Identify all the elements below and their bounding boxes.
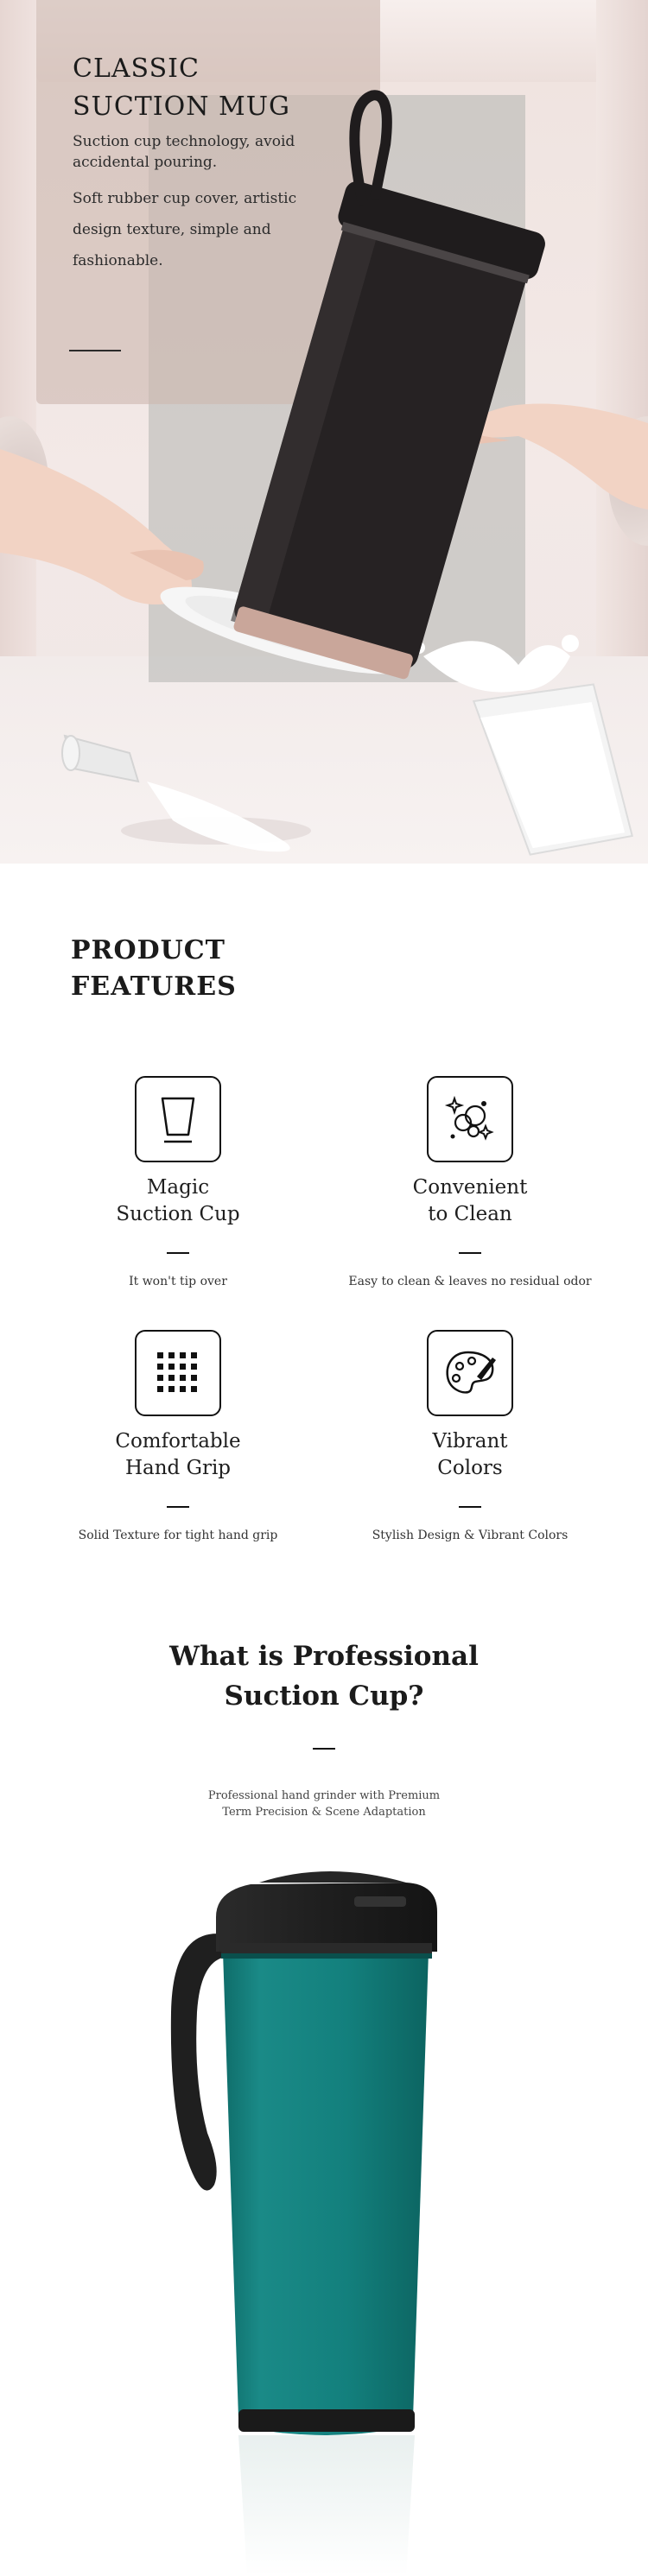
dot-grid-icon [135, 1330, 221, 1416]
feature-magic-suction-cup [40, 1076, 316, 1288]
feature-name-line1: Magic [146, 1176, 210, 1199]
spilled-glass [62, 736, 311, 851]
mug-body [223, 1952, 429, 2435]
feature-name-line1: Convenient [412, 1176, 528, 1199]
hero-desc-1: Suction cup technology, avoid accidental pouring. [73, 133, 295, 171]
feature-name-line1: Vibrant [432, 1430, 508, 1453]
what-is-desc-line1: Professional hand grinder with Premium [207, 1789, 441, 1802]
mug-reflection [238, 2435, 415, 2576]
feature-comfortable-hand-grip [40, 1330, 316, 1542]
feature-name-line2: to Clean [428, 1203, 512, 1225]
hero-title [73, 50, 358, 126]
feature-name [332, 1428, 608, 1482]
feature-divider [459, 1506, 481, 1508]
feature-desc: It won't tip over [129, 1275, 227, 1288]
feature-name [40, 1174, 316, 1228]
features-title-line1: PRODUCT [71, 935, 226, 965]
features-title [71, 933, 237, 1005]
feature-divider [459, 1252, 481, 1254]
what-is-desc-line2: Term Precision & Scene Adaptation [222, 1806, 426, 1819]
hero-title-line1: CLASSIC [73, 54, 200, 84]
feature-divider [167, 1252, 189, 1254]
what-is-divider [313, 1748, 335, 1750]
what-is-title [0, 1636, 648, 1716]
sparkle-clean-icon [427, 1076, 513, 1162]
cup-icon [135, 1076, 221, 1162]
feature-name [40, 1428, 316, 1482]
teal-mug-image [0, 1857, 648, 2576]
what-is-title-line2: Suction Cup? [224, 1680, 424, 1712]
feature-name-line1: Comfortable [115, 1430, 241, 1453]
hero-banner [0, 0, 648, 864]
what-is-desc [0, 1788, 648, 1820]
what-is-title-line1: What is Professional [169, 1641, 479, 1672]
mug-handle [171, 1934, 226, 2191]
feature-vibrant-colors [332, 1330, 608, 1542]
features-title-line2: FEATURES [71, 972, 237, 1002]
hero-title-line2: SUCTION MUG [73, 92, 290, 122]
left-hand [0, 449, 204, 604]
feature-desc: Stylish Design & Vibrant Colors [372, 1529, 569, 1542]
mug-lid [216, 1883, 437, 1952]
feature-desc: Easy to clean & leaves no residual odor [348, 1275, 592, 1288]
hero-divider [69, 350, 121, 351]
feature-name-line2: Colors [437, 1457, 503, 1479]
feature-desc: Solid Texture for tight hand grip [78, 1529, 278, 1542]
black-mug [211, 92, 572, 684]
feature-name-line2: Hand Grip [124, 1457, 232, 1479]
feature-name [332, 1174, 608, 1228]
feature-divider [167, 1506, 189, 1508]
palette-icon [427, 1330, 513, 1416]
hero-illustration [0, 0, 648, 864]
milk-glass [413, 635, 632, 859]
hero-desc-2: Soft rubber cup cover, artistic design texture, simple and fashionable. [73, 190, 297, 269]
feature-convenient-to-clean [332, 1076, 608, 1288]
feature-name-line2: Suction Cup [116, 1203, 240, 1225]
